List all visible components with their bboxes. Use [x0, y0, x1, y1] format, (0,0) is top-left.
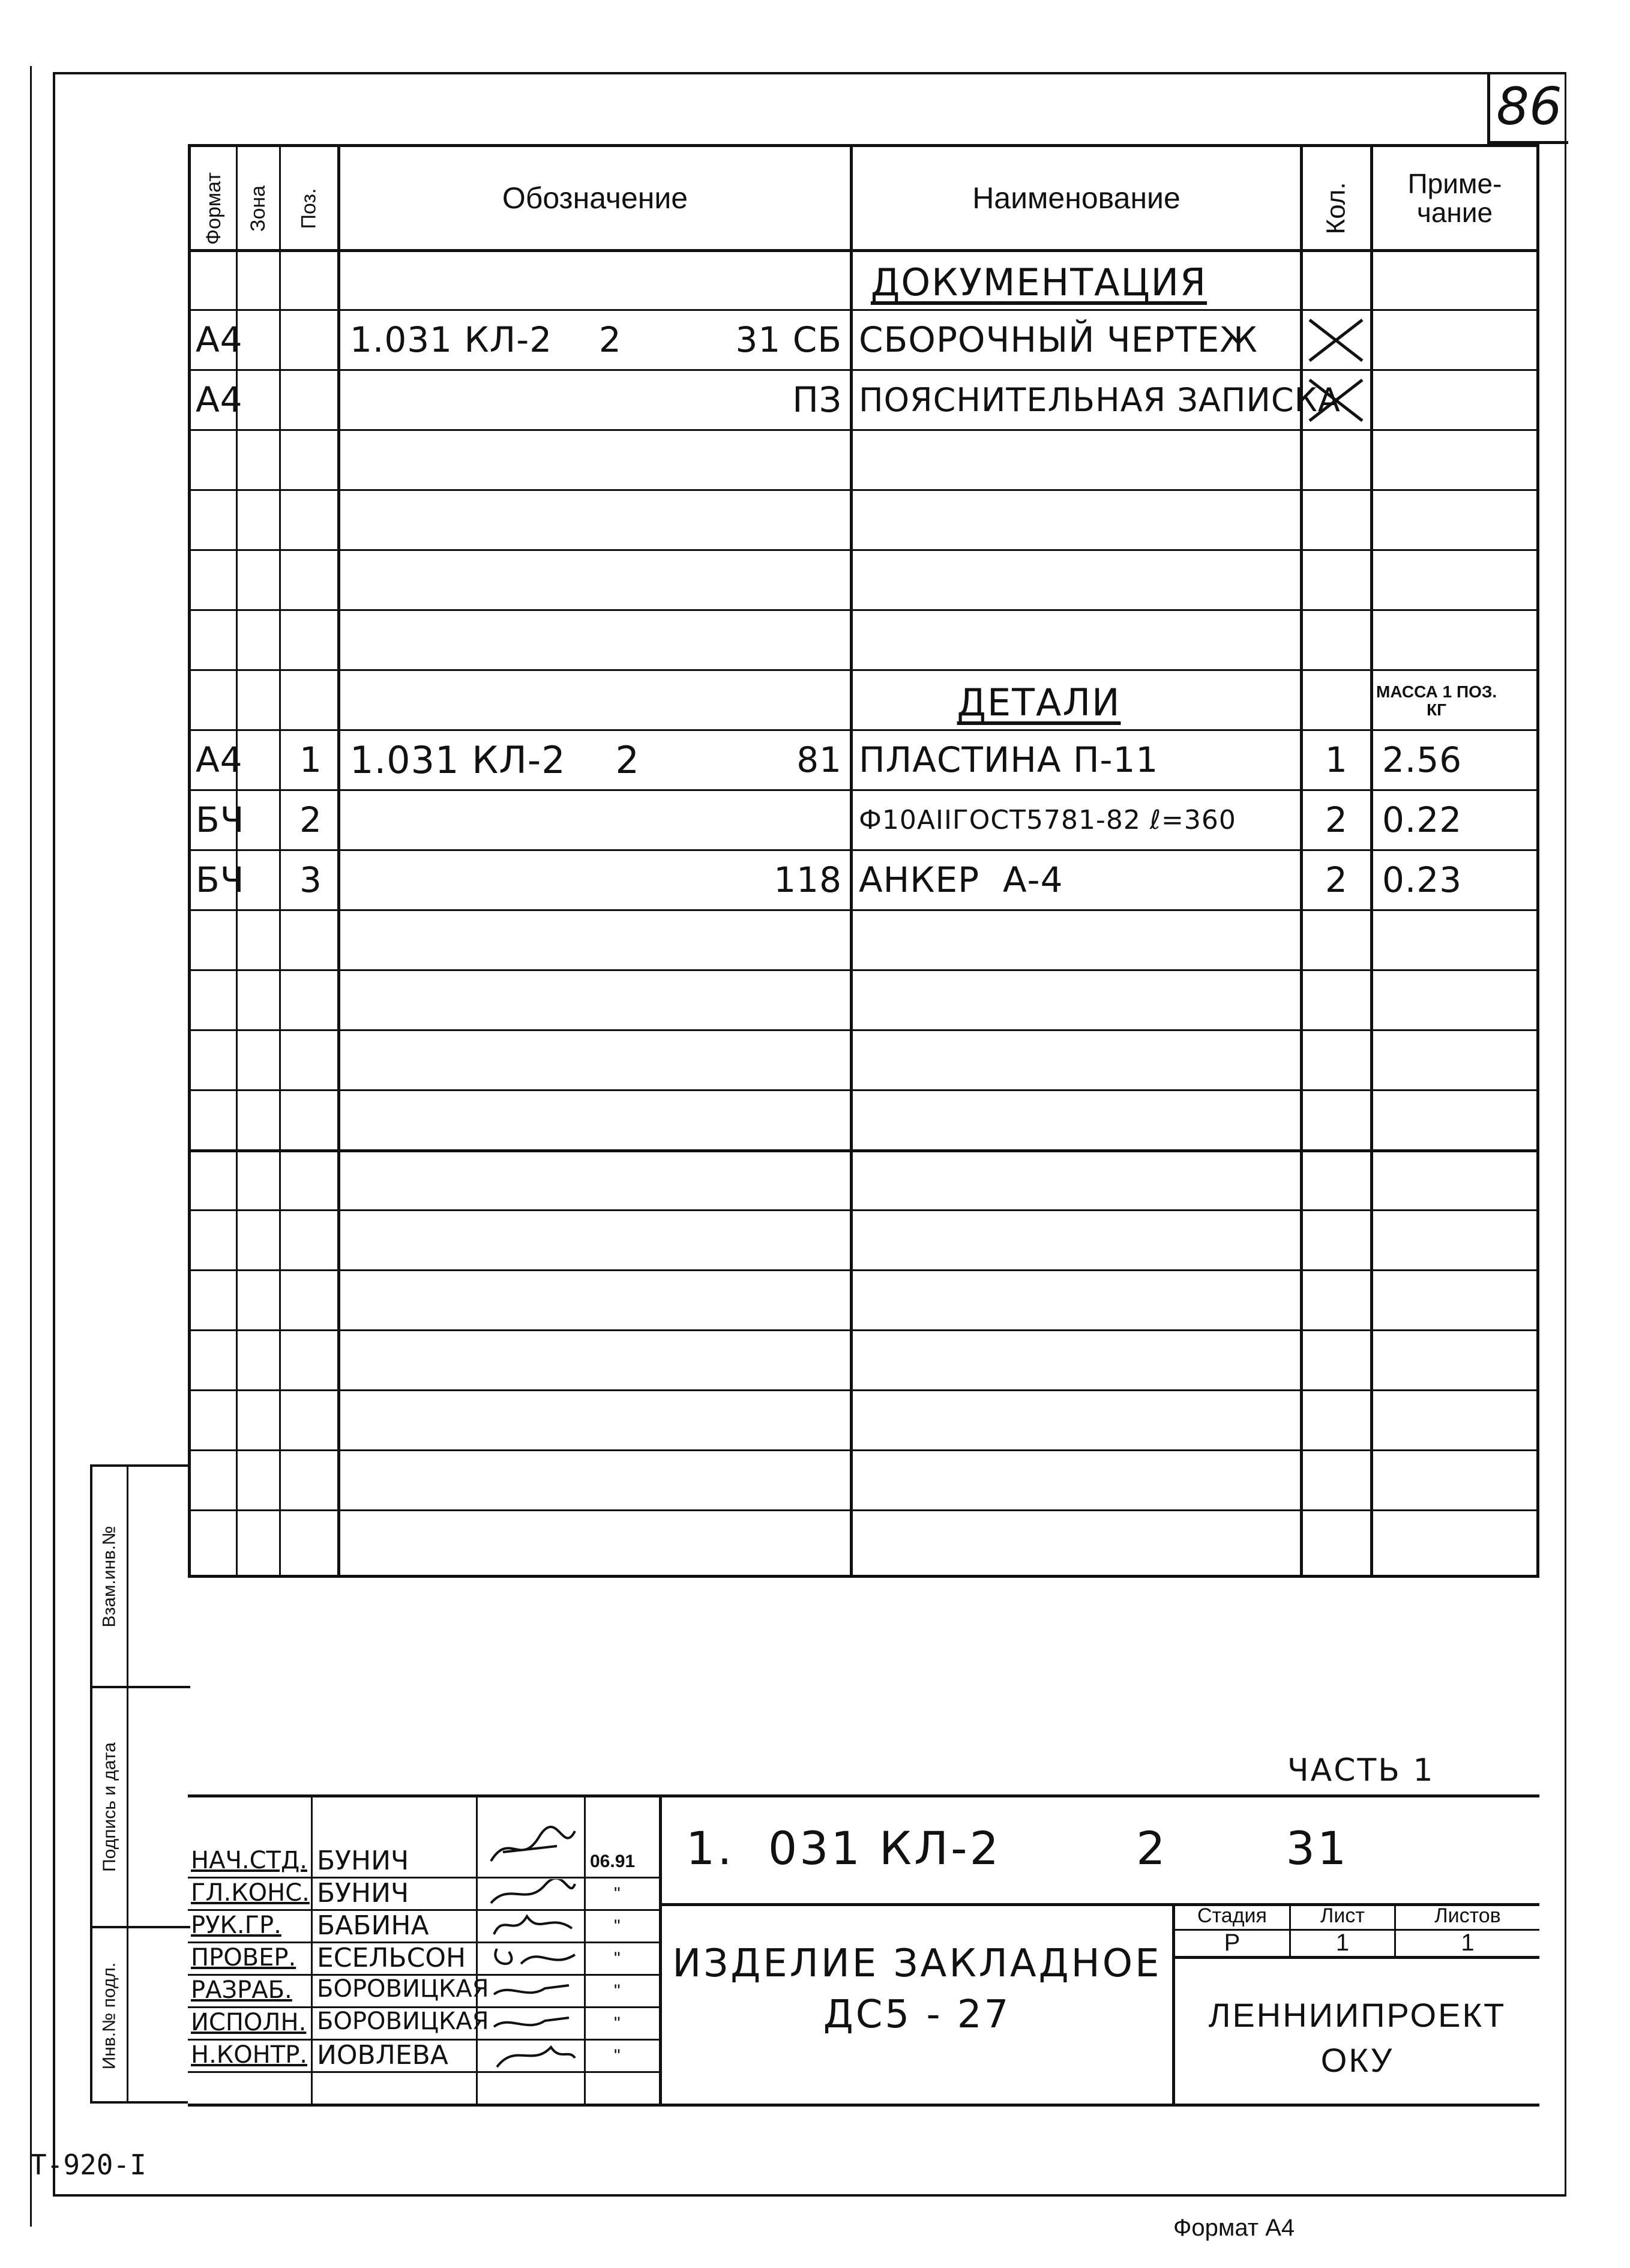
item-title-line2: ДС5 - 27: [823, 1993, 1011, 2037]
row-line: [191, 609, 1536, 611]
tb-divider: [188, 2104, 1539, 2107]
drawing-series-code: Т-920-I: [30, 2149, 146, 2181]
row-line: [191, 1389, 1536, 1391]
sheet-left-edge: [30, 66, 32, 2227]
signer-3-name: ЕСЕЛЬСОН: [317, 1943, 466, 1973]
tb-divider: [188, 1877, 659, 1878]
header-pos: Поз.: [297, 188, 320, 229]
row-line: [191, 489, 1536, 491]
signer-3-role: ПРОВЕР.: [191, 1944, 296, 1972]
tb-divider: [659, 1797, 662, 2107]
row-3-note: 0.22: [1382, 799, 1463, 840]
row-0-format: А4: [196, 319, 243, 360]
row-3-pos: 2: [299, 799, 322, 840]
signer-0-date: 06.91: [590, 1851, 636, 1871]
row-3-format: БЧ: [196, 799, 245, 840]
col-divider-pos: [337, 147, 340, 1575]
row-4-qty: 2: [1325, 859, 1348, 900]
x-mark-icon: [1306, 316, 1366, 364]
row-line: [191, 549, 1536, 551]
row-line: [191, 969, 1536, 971]
row-line: [191, 1449, 1536, 1451]
header-qty: Кол.: [1321, 182, 1351, 235]
row-1-designation-suffix: ПЗ: [792, 379, 842, 420]
row-2-name: ПЛАСТИНА П-11: [859, 739, 1159, 780]
row-0-name: СБОРОЧНЫЙ ЧЕРТЕЖ: [859, 319, 1258, 360]
row-line: [191, 1029, 1536, 1031]
row-3-qty: 2: [1325, 799, 1348, 840]
mass-note: МАССА 1 ПОЗ. КГ: [1376, 682, 1497, 719]
row-0-designation: 1.031 КЛ-2 2: [350, 319, 622, 360]
signer-4-role: РАЗРАБ.: [191, 1976, 292, 2004]
sheet-label: Лист: [1320, 1904, 1365, 1927]
sheets-label: Листов: [1434, 1904, 1501, 1927]
signer-6-name: ИОВЛЕВА: [317, 2040, 448, 2071]
row-4-name: АНКЕР А-4: [859, 859, 1063, 900]
header-note: Приме- чание: [1407, 168, 1502, 228]
header-designation: Обозначение: [502, 181, 688, 215]
header-format: Формат: [202, 172, 225, 245]
sign-date-label: Подпись и дата: [92, 1688, 128, 1926]
tb-divider: [584, 1797, 586, 2107]
signature-icon: [485, 1910, 581, 1940]
signature-icon: [485, 2009, 581, 2039]
row-1-format: А4: [196, 379, 243, 420]
signer-0-role: НАЧ.СТД.: [191, 1847, 307, 1874]
document-code: 1. 031 КЛ-2 2 31: [686, 1821, 1349, 1875]
tb-divider: [311, 1797, 313, 2107]
row-line: [191, 1269, 1536, 1271]
row-4-note: 0.23: [1382, 859, 1463, 900]
section-details: ДЕТАЛИ: [957, 680, 1121, 724]
header-zone: Зона: [247, 185, 270, 232]
signature-icon: [485, 1879, 581, 1909]
tb-divider: [476, 1797, 478, 2107]
signer-1-name: БУНИЧ: [317, 1878, 409, 1909]
signer-2-role: РУК.ГР.: [191, 1912, 281, 1939]
row-4-pos: 3: [299, 859, 322, 900]
inv-orig-label: Инв.№ подл.: [92, 1928, 128, 2104]
signer-4-date: ": [614, 1981, 621, 2001]
row-2-note: 2.56: [1382, 739, 1463, 780]
row-4-format: БЧ: [196, 859, 245, 900]
signer-2-name: БАБИНА: [317, 1910, 429, 1941]
row-2-qty: 1: [1325, 739, 1348, 780]
page-number: 86: [1487, 72, 1568, 144]
row-line: [191, 1509, 1536, 1511]
row-line: [191, 1209, 1536, 1211]
signer-4-name: БОРОВИЦКАЯ: [317, 1975, 489, 2003]
signer-1-date: ": [614, 1884, 621, 1904]
row-2-format: А4: [196, 739, 243, 780]
stage-label: Стадия: [1197, 1904, 1267, 1927]
sheet-value: 1: [1335, 1930, 1350, 1956]
col-divider-zone: [279, 147, 281, 1575]
signature-icon: [485, 1976, 581, 2006]
row-line: [191, 1149, 1536, 1152]
approval-stamp-column: [90, 1464, 188, 2104]
signer-2-date: ": [614, 1916, 621, 1936]
signer-1-role: ГЛ.КОНС.: [191, 1879, 310, 1907]
row-1-name: ПОЯСНИТЕЛЬНАЯ ЗАПИСКА: [859, 381, 1341, 419]
signature-icon: [485, 2040, 581, 2072]
signer-5-role: ИСПОЛН.: [191, 2009, 307, 2036]
section-documentation: ДОКУМЕНТАЦИЯ: [870, 260, 1207, 304]
row-line: [191, 1089, 1536, 1091]
row-2-designation-suffix: 81: [796, 739, 842, 780]
tb-divider: [188, 2071, 659, 2073]
row-0-designation-suffix: 31 СБ: [735, 319, 842, 360]
header-name: Наименование: [972, 181, 1180, 215]
header-bottom-line: [191, 249, 1536, 252]
organization-division: ОКУ: [1320, 2041, 1394, 2079]
row-line: [191, 429, 1536, 431]
stage-value: Р: [1224, 1930, 1241, 1956]
signature-icon: [485, 1943, 581, 1973]
row-line: [191, 669, 1536, 671]
row-2-pos: 1: [299, 739, 322, 780]
signature-icon: [485, 1819, 581, 1873]
col-divider-qty: [1370, 147, 1373, 1575]
x-mark-icon: [1306, 376, 1366, 424]
col-divider-designation: [850, 147, 853, 1575]
part-label: ЧАСТЬ 1: [1287, 1752, 1435, 1788]
row-4-designation-suffix: 118: [774, 859, 842, 900]
title-block: [188, 1794, 1539, 2104]
signer-3-date: ": [614, 1949, 621, 1969]
sheet-format-label: Формат А4: [1173, 2215, 1295, 2241]
signer-5-name: БОРОВИЦКАЯ: [317, 2008, 489, 2035]
inv-exchange-label: Взам.инв.№: [92, 1467, 128, 1686]
row-line: [191, 1329, 1536, 1331]
row-2-designation: 1.031 КЛ-2 2: [350, 738, 640, 782]
row-3-name: Ф10АIIГОСТ5781-82 ℓ=360: [859, 804, 1236, 835]
signer-5-date: ": [614, 2014, 621, 2033]
row-line: [191, 909, 1536, 911]
item-title-line1: ИЗДЕЛИЕ ЗАКЛАДНОЕ: [672, 1942, 1162, 1986]
sheets-value: 1: [1461, 1930, 1475, 1956]
signer-0-name: БУНИЧ: [317, 1845, 409, 1876]
signer-6-date: ": [614, 2046, 621, 2066]
specification-table: [188, 144, 1539, 1578]
signer-6-role: Н.КОНТР.: [191, 2041, 308, 2069]
organization-name: ЛЕННИИПРОЕКТ: [1208, 1996, 1506, 2034]
